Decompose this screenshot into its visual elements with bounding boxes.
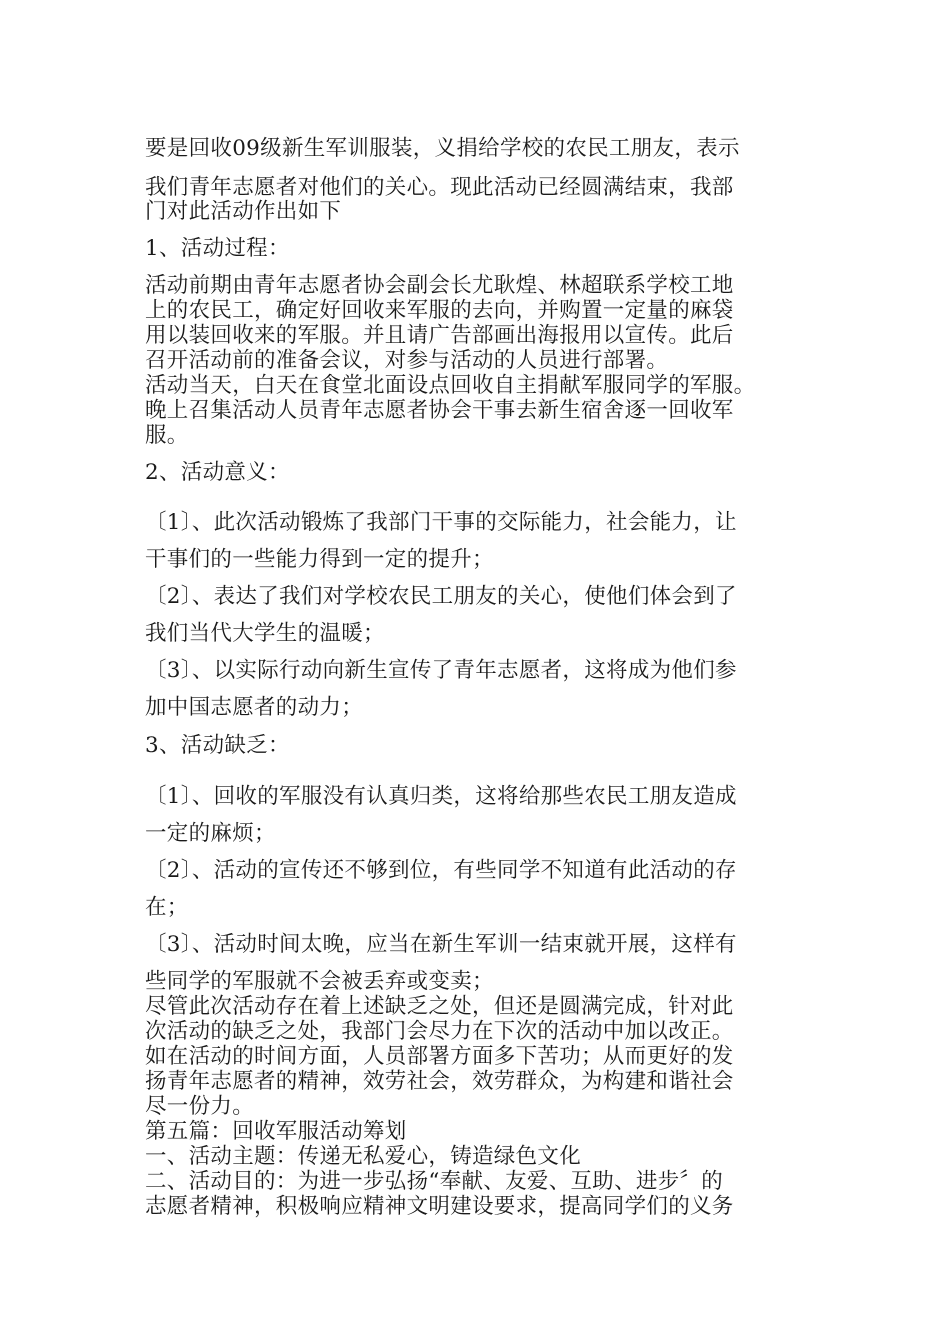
text-line: 上的农民工，确定好回收来军服的去向，并购置一定量的麻袋 xyxy=(145,298,734,323)
text-line: 〔2〕、表达了我们对学校农民工朋友的关心，使他们体会到了 xyxy=(145,584,737,609)
section-heading: 2、活动意义： xyxy=(145,460,290,485)
text-line: 服。 xyxy=(145,423,189,448)
section-heading: 1、活动过程： xyxy=(145,236,290,261)
text-line: 尽一份力。 xyxy=(145,1094,255,1119)
text-line: 加中国志愿者的动力； xyxy=(145,695,364,720)
text-line: 次活动的缺乏之处，我部门会尽力在下次的活动中加以改正。 xyxy=(145,1019,734,1044)
text-line: 〔3〕、以实际行动向新生宣传了青年志愿者，这将成为他们参 xyxy=(145,658,737,683)
article-title: 第五篇：回收军服活动筹划 xyxy=(145,1119,407,1144)
text-line: 活动前期由青年志愿者协会副会长尤耿煌、林超联系学校工地 xyxy=(145,273,734,298)
text-line: 要是回收09级新生军训服装，义捐给学校的农民工朋友，表示 xyxy=(145,136,740,161)
text-line: 晚上召集活动人员青年志愿者协会干事去新生宿舍逐一回收军 xyxy=(145,398,734,423)
text-line: 二、活动目的：为进一步弘扬“奉献、友爱、互助、进步〞的 xyxy=(145,1169,724,1194)
text-line: 干事们的一些能力得到一定的提升； xyxy=(145,547,494,572)
text-line: 门对此活动作出如下 xyxy=(145,199,342,224)
text-line: 〔3〕、活动时间太晚，应当在新生军训一结束就开展，这样有 xyxy=(145,932,737,957)
text-line: 一、活动主题：传递无私爱心，铸造绿色文化 xyxy=(145,1144,582,1169)
text-line: 我们青年志愿者对他们的关心。现此活动已经圆满结束，我部 xyxy=(145,175,734,200)
text-line: 在； xyxy=(145,895,189,920)
text-line: 尽管此次活动存在着上述缺乏之处，但还是圆满完成，针对此 xyxy=(145,994,734,1019)
text-line: 活动当天，白天在食堂北面设点回收自主捐献军服同学的军服。 xyxy=(145,373,756,398)
text-line: 志愿者精神，积极响应精神文明建设要求，提高同学们的义务 xyxy=(145,1194,734,1219)
text-line: 〔2〕、活动的宣传还不够到位，有些同学不知道有此活动的存 xyxy=(145,858,737,883)
text-line: 〔1〕、回收的军服没有认真归类，这将给那些农民工朋友造成 xyxy=(145,784,737,809)
text-line: 我们当代大学生的温暖； xyxy=(145,621,385,646)
section-heading: 3、活动缺乏： xyxy=(145,733,290,758)
text-line: 〔1〕、此次活动锻炼了我部门干事的交际能力，社会能力，让 xyxy=(145,510,737,535)
text-line: 一定的麻烦； xyxy=(145,821,276,846)
text-line: 些同学的军服就不会被丢弃或变卖； xyxy=(145,969,494,994)
text-line: 扬青年志愿者的精神，效劳社会，效劳群众，为构建和谐社会 xyxy=(145,1069,734,1094)
text-line: 如在活动的时间方面，人员部署方面多下苦功；从而更好的发 xyxy=(145,1044,734,1069)
text-line: 召开活动前的准备会议，对参与活动的人员进行部署。 xyxy=(145,348,669,373)
text-line: 用以装回收来的军服。并且请广告部画出海报用以宣传。此后 xyxy=(145,323,734,348)
